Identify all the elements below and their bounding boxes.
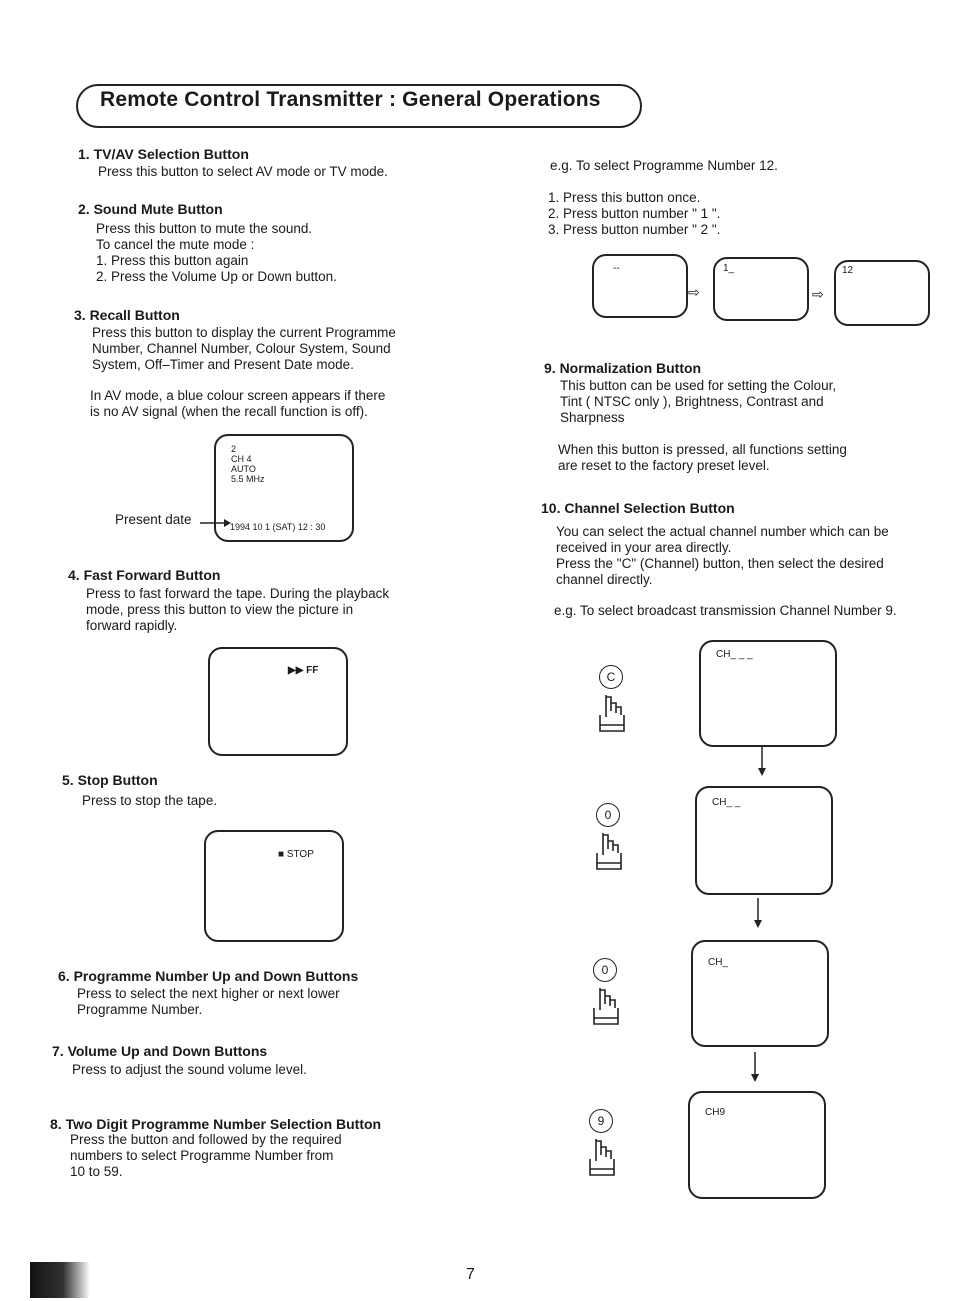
arrow-down-icon: [750, 1052, 760, 1082]
channel-screen-4-text: CH9: [705, 1107, 726, 1118]
page-number: 7: [466, 1266, 475, 1283]
recall-screen-date: 1994 10 1 (SAT) 12 : 30: [230, 522, 326, 532]
text-recall-av: In AV mode, a blue colour screen appears if there is no AV signal (when the recall function is off).: [90, 388, 386, 419]
prog-screen-1-text: --: [613, 263, 620, 274]
heading-normalization: 9. Normalization Button: [544, 360, 702, 376]
scan-edge-mark: [30, 1262, 90, 1298]
example-programme-12: e.g. To select Programme Number 12.: [550, 158, 778, 173]
hand-press-icon: [594, 831, 624, 871]
text-programme-updown: Press to select the next higher or next lower Programme Number.: [77, 986, 340, 1017]
text-sound-mute: Press this button to mute the sound. To cancel the mute mode : 1. Press this button again 2. Press the Volume Up or Down button.: [96, 221, 337, 284]
recall-screen-info: 2 CH 4 AUTO 5.5 MHz: [231, 444, 265, 484]
text-two-digit: Press the button and followed by the required numbers to select Programme Number from 10 to 59.: [70, 1132, 342, 1179]
heading-fast-forward: 4. Fast Forward Button: [68, 567, 221, 583]
zero-button-icon: 0: [596, 803, 620, 827]
text-channel-selection: You can select the actual channel number which can be received in your area directly. Press the "C" (Channel) button, then select the desired channel directly.: [556, 524, 889, 587]
ff-osd: ▶▶ FF: [288, 665, 319, 676]
heading-stop: 5. Stop Button: [62, 772, 158, 788]
stop-screen: [204, 830, 344, 942]
arrow-right-icon: ⇨: [688, 284, 700, 300]
arrow-right-icon: ⇨: [812, 286, 824, 302]
c-button-icon: C: [599, 665, 623, 689]
heading-programme-updown: 6. Programme Number Up and Down Buttons: [58, 968, 359, 984]
arrow-down-icon: [753, 898, 763, 928]
example-channel-9: e.g. To select broadcast transmission Channel Number 9.: [554, 603, 897, 618]
zero-button-icon: 0: [593, 958, 617, 982]
text-tv-av: Press this button to select AV mode or TV mode.: [98, 164, 388, 179]
prog-screen-1: [592, 254, 688, 318]
text-volume: Press to adjust the sound volume level.: [72, 1062, 307, 1077]
channel-screen-2-text: CH_ _: [712, 797, 741, 808]
channel-screen-1-text: CH_ _ _: [716, 649, 753, 660]
stop-osd: ■ STOP: [278, 849, 314, 860]
text-recall: Press this button to display the current Programme Number, Channel Number, Colour System, Sound System, Off–Timer and Present Date mode.: [92, 325, 396, 372]
prog-screen-3-text: 12: [842, 265, 854, 276]
hand-press-icon: [591, 986, 621, 1026]
heading-two-digit: 8. Two Digit Programme Number Selection Button: [50, 1116, 382, 1132]
heading-recall: 3. Recall Button: [74, 307, 180, 323]
text-normalization: This button can be used for setting the Colour, Tint ( NTSC only ), Brightness, Contrast and Sharpness: [560, 378, 837, 425]
heading-volume: 7. Volume Up and Down Buttons: [52, 1043, 268, 1059]
arrow-down-icon: [757, 746, 767, 776]
steps-programme-12: 1. Press this button once. 2. Press button number " 1 ". 3. Press button number " 2 ".: [548, 190, 721, 237]
present-date-arrow: [200, 518, 232, 528]
text-fast-forward: Press to fast forward the tape. During the playback mode, press this button to view the picture in forward rapidly.: [86, 586, 390, 633]
present-date-label: Present date: [115, 512, 192, 527]
nine-button-icon: 9: [589, 1109, 613, 1133]
channel-screen-3-text: CH_: [708, 957, 729, 968]
page-title: Remote Control Transmitter : General Operations: [100, 88, 601, 111]
heading-channel-selection: 10. Channel Selection Button: [541, 500, 735, 516]
text-normalization-reset: When this button is pressed, all functions setting are reset to the factory preset level.: [558, 442, 847, 473]
heading-tv-av: 1. TV/AV Selection Button: [78, 146, 249, 162]
text-stop: Press to stop the tape.: [82, 793, 218, 808]
hand-press-icon: [587, 1137, 617, 1177]
ff-screen: [208, 647, 348, 756]
heading-sound-mute: 2. Sound Mute Button: [78, 201, 223, 217]
hand-press-icon: [597, 693, 627, 733]
prog-screen-2-text: 1_: [723, 263, 735, 274]
